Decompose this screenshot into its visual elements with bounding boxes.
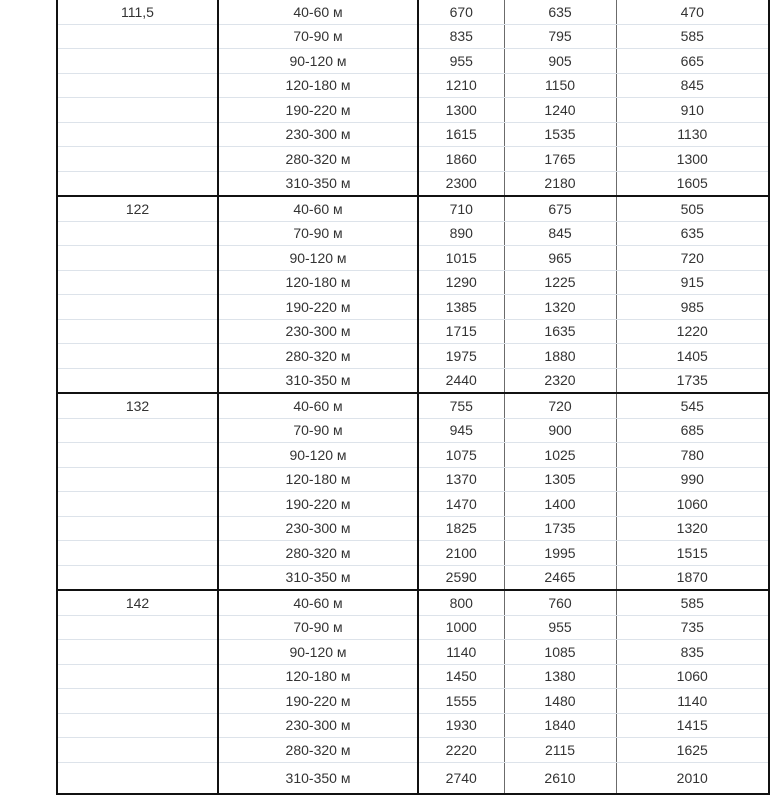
- price-cell-2: 795: [504, 24, 616, 49]
- price-cell-3: 585: [616, 24, 769, 49]
- range-cell: 230-300 м: [218, 319, 418, 344]
- price-cell-3: 470: [616, 0, 769, 24]
- diameter-empty-cell: [57, 221, 218, 246]
- price-cell-3: 665: [616, 49, 769, 74]
- price-cell-2: 2180: [504, 171, 616, 196]
- price-cell-2: 760: [504, 590, 616, 615]
- price-table-body: [57, 0, 769, 794]
- diameter-empty-cell: [57, 270, 218, 295]
- price-cell-1: 945: [418, 418, 504, 443]
- table-row: [57, 590, 769, 615]
- diameter-empty-cell: [57, 368, 218, 393]
- table-row: [57, 246, 769, 271]
- price-cell-1: 800: [418, 590, 504, 615]
- price-cell-1: 1015: [418, 246, 504, 271]
- range-cell: 190-220 м: [218, 689, 418, 714]
- price-cell-1: 890: [418, 221, 504, 246]
- range-cell: 120-180 м: [218, 467, 418, 492]
- price-cell-2: 720: [504, 393, 616, 418]
- table-row: [57, 73, 769, 98]
- table-row: [57, 0, 769, 24]
- price-cell-3: 1870: [616, 565, 769, 590]
- price-cell-3: 780: [616, 443, 769, 468]
- range-cell: 90-120 м: [218, 246, 418, 271]
- price-cell-2: 1380: [504, 664, 616, 689]
- range-cell: 90-120 м: [218, 640, 418, 665]
- range-cell: 190-220 м: [218, 98, 418, 123]
- price-cell-3: 1140: [616, 689, 769, 714]
- diameter-empty-cell: [57, 295, 218, 320]
- table-row: [57, 171, 769, 196]
- price-cell-2: 2610: [504, 762, 616, 794]
- table-row: [57, 49, 769, 74]
- price-cell-3: 1415: [616, 713, 769, 738]
- diameter-empty-cell: [57, 122, 218, 147]
- price-cell-2: 1150: [504, 73, 616, 98]
- price-cell-3: 1515: [616, 541, 769, 566]
- table-row: [57, 24, 769, 49]
- price-cell-1: 1715: [418, 319, 504, 344]
- table-row: [57, 615, 769, 640]
- diameter-empty-cell: [57, 762, 218, 794]
- table-row: [57, 295, 769, 320]
- range-cell: 90-120 м: [218, 443, 418, 468]
- range-cell: 310-350 м: [218, 368, 418, 393]
- price-cell-2: 905: [504, 49, 616, 74]
- diameter-empty-cell: [57, 541, 218, 566]
- table-row: [57, 221, 769, 246]
- range-cell: 70-90 м: [218, 418, 418, 443]
- table-row: [57, 270, 769, 295]
- diameter-cell: 132: [57, 393, 218, 418]
- price-cell-3: 1605: [616, 171, 769, 196]
- range-cell: 70-90 м: [218, 221, 418, 246]
- price-cell-1: 2100: [418, 541, 504, 566]
- diameter-empty-cell: [57, 664, 218, 689]
- price-cell-3: 1625: [616, 738, 769, 763]
- diameter-empty-cell: [57, 418, 218, 443]
- price-cell-2: 1305: [504, 467, 616, 492]
- price-cell-3: 915: [616, 270, 769, 295]
- diameter-empty-cell: [57, 49, 218, 74]
- price-cell-2: 845: [504, 221, 616, 246]
- price-cell-1: 1930: [418, 713, 504, 738]
- price-cell-3: 835: [616, 640, 769, 665]
- range-cell: 120-180 м: [218, 73, 418, 98]
- price-cell-1: 1210: [418, 73, 504, 98]
- price-cell-1: 1000: [418, 615, 504, 640]
- price-cell-1: 1290: [418, 270, 504, 295]
- diameter-empty-cell: [57, 467, 218, 492]
- price-cell-2: 635: [504, 0, 616, 24]
- diameter-empty-cell: [57, 147, 218, 172]
- price-cell-1: 1075: [418, 443, 504, 468]
- table-row: [57, 393, 769, 418]
- table-row: [57, 368, 769, 393]
- price-cell-3: 1735: [616, 368, 769, 393]
- range-cell: 310-350 м: [218, 762, 418, 794]
- range-cell: 40-60 м: [218, 590, 418, 615]
- range-cell: 70-90 м: [218, 24, 418, 49]
- range-cell: 190-220 м: [218, 492, 418, 517]
- range-cell: 70-90 м: [218, 615, 418, 640]
- price-cell-3: 1300: [616, 147, 769, 172]
- price-cell-2: 2465: [504, 565, 616, 590]
- table-row: [57, 344, 769, 369]
- price-cell-2: 1840: [504, 713, 616, 738]
- table-row: [57, 640, 769, 665]
- range-cell: 280-320 м: [218, 344, 418, 369]
- price-cell-3: 685: [616, 418, 769, 443]
- table-row: [57, 762, 769, 794]
- price-cell-1: 1450: [418, 664, 504, 689]
- table-row: [57, 98, 769, 123]
- price-cell-3: 1320: [616, 516, 769, 541]
- price-cell-2: 1635: [504, 319, 616, 344]
- price-cell-3: 1060: [616, 492, 769, 517]
- price-table: [56, 0, 770, 795]
- price-cell-2: 1085: [504, 640, 616, 665]
- diameter-empty-cell: [57, 640, 218, 665]
- price-cell-2: 1480: [504, 689, 616, 714]
- range-cell: 40-60 м: [218, 393, 418, 418]
- table-row: [57, 516, 769, 541]
- price-cell-1: 1825: [418, 516, 504, 541]
- range-cell: 120-180 м: [218, 270, 418, 295]
- table-row: [57, 738, 769, 763]
- table-row: [57, 664, 769, 689]
- price-cell-2: 1765: [504, 147, 616, 172]
- diameter-cell: 111,5: [57, 0, 218, 24]
- range-cell: 310-350 м: [218, 171, 418, 196]
- diameter-empty-cell: [57, 492, 218, 517]
- diameter-empty-cell: [57, 344, 218, 369]
- price-cell-1: 2440: [418, 368, 504, 393]
- price-cell-1: 1300: [418, 98, 504, 123]
- price-cell-2: 1225: [504, 270, 616, 295]
- range-cell: 190-220 м: [218, 295, 418, 320]
- price-cell-3: 735: [616, 615, 769, 640]
- table-row: [57, 541, 769, 566]
- price-cell-2: 1320: [504, 295, 616, 320]
- diameter-empty-cell: [57, 615, 218, 640]
- table-row: [57, 467, 769, 492]
- diameter-empty-cell: [57, 738, 218, 763]
- price-cell-1: 1555: [418, 689, 504, 714]
- price-cell-2: 1880: [504, 344, 616, 369]
- price-cell-2: 1735: [504, 516, 616, 541]
- price-cell-3: 1060: [616, 664, 769, 689]
- price-cell-2: 955: [504, 615, 616, 640]
- table-row: [57, 443, 769, 468]
- range-cell: 280-320 м: [218, 738, 418, 763]
- price-cell-3: 545: [616, 393, 769, 418]
- price-cell-1: 2220: [418, 738, 504, 763]
- range-cell: 230-300 м: [218, 516, 418, 541]
- table-row: [57, 713, 769, 738]
- price-cell-1: 755: [418, 393, 504, 418]
- price-cell-3: 2010: [616, 762, 769, 794]
- diameter-empty-cell: [57, 689, 218, 714]
- price-cell-2: 2115: [504, 738, 616, 763]
- price-cell-1: 710: [418, 196, 504, 221]
- range-cell: 40-60 м: [218, 196, 418, 221]
- range-cell: 280-320 м: [218, 147, 418, 172]
- table-row: [57, 147, 769, 172]
- price-cell-3: 585: [616, 590, 769, 615]
- price-cell-2: 1995: [504, 541, 616, 566]
- price-cell-1: 1470: [418, 492, 504, 517]
- price-cell-1: 1615: [418, 122, 504, 147]
- price-cell-2: 900: [504, 418, 616, 443]
- price-cell-2: 1240: [504, 98, 616, 123]
- price-cell-1: 955: [418, 49, 504, 74]
- price-cell-1: 835: [418, 24, 504, 49]
- price-cell-3: 635: [616, 221, 769, 246]
- price-cell-3: 1405: [616, 344, 769, 369]
- range-cell: 40-60 м: [218, 0, 418, 24]
- range-cell: 230-300 м: [218, 122, 418, 147]
- diameter-empty-cell: [57, 246, 218, 271]
- price-cell-3: 990: [616, 467, 769, 492]
- diameter-empty-cell: [57, 24, 218, 49]
- price-cell-2: 965: [504, 246, 616, 271]
- price-cell-1: 2740: [418, 762, 504, 794]
- diameter-empty-cell: [57, 73, 218, 98]
- diameter-empty-cell: [57, 98, 218, 123]
- price-cell-1: 1975: [418, 344, 504, 369]
- price-cell-1: 2300: [418, 171, 504, 196]
- diameter-empty-cell: [57, 171, 218, 196]
- range-cell: 280-320 м: [218, 541, 418, 566]
- price-cell-2: 1025: [504, 443, 616, 468]
- diameter-empty-cell: [57, 713, 218, 738]
- price-cell-3: 720: [616, 246, 769, 271]
- price-cell-1: 1140: [418, 640, 504, 665]
- diameter-cell: 142: [57, 590, 218, 615]
- diameter-empty-cell: [57, 319, 218, 344]
- price-cell-3: 1130: [616, 122, 769, 147]
- price-cell-3: 505: [616, 196, 769, 221]
- range-cell: 230-300 м: [218, 713, 418, 738]
- range-cell: 120-180 м: [218, 664, 418, 689]
- price-cell-1: 1385: [418, 295, 504, 320]
- price-cell-2: 2320: [504, 368, 616, 393]
- table-row: [57, 418, 769, 443]
- table-row: [57, 492, 769, 517]
- price-cell-1: 1860: [418, 147, 504, 172]
- diameter-empty-cell: [57, 565, 218, 590]
- price-cell-2: 1400: [504, 492, 616, 517]
- price-cell-1: 670: [418, 0, 504, 24]
- table-row: [57, 689, 769, 714]
- price-cell-3: 1220: [616, 319, 769, 344]
- table-row: [57, 565, 769, 590]
- diameter-cell: 122: [57, 196, 218, 221]
- price-cell-1: 2590: [418, 565, 504, 590]
- price-cell-1: 1370: [418, 467, 504, 492]
- diameter-empty-cell: [57, 443, 218, 468]
- range-cell: 90-120 м: [218, 49, 418, 74]
- table-row: [57, 122, 769, 147]
- price-cell-2: 1535: [504, 122, 616, 147]
- diameter-empty-cell: [57, 516, 218, 541]
- price-cell-2: 675: [504, 196, 616, 221]
- price-cell-3: 910: [616, 98, 769, 123]
- price-cell-3: 845: [616, 73, 769, 98]
- price-cell-3: 985: [616, 295, 769, 320]
- range-cell: 310-350 м: [218, 565, 418, 590]
- table-row: [57, 319, 769, 344]
- table-row: [57, 196, 769, 221]
